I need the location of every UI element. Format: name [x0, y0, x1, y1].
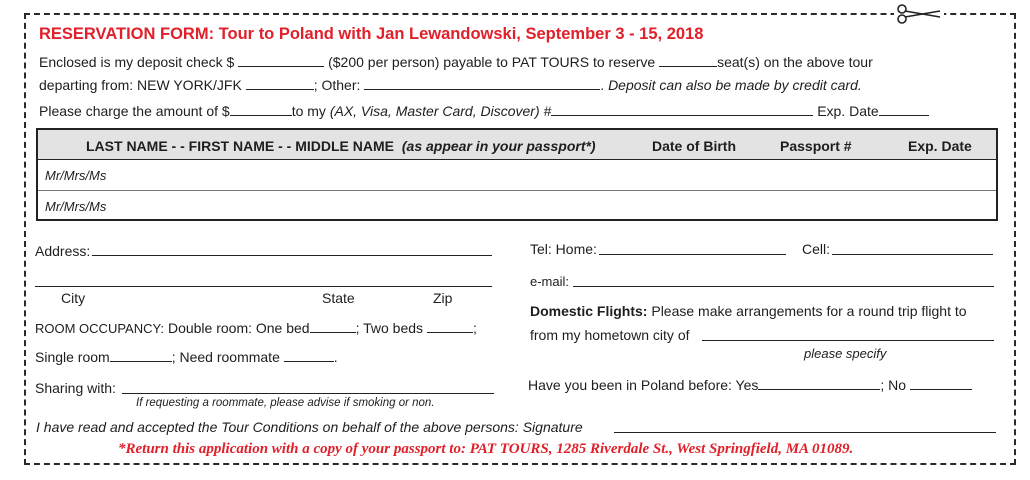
single-room-field[interactable] [110, 350, 172, 362]
table-row[interactable] [38, 160, 996, 191]
card-types: (AX, Visa, Master Card, Discover) # [329, 103, 552, 119]
roommate-note: If requesting a roommate, please advise if smoking or non. [136, 397, 435, 409]
two-beds-field[interactable] [427, 321, 473, 333]
departing-field[interactable] [246, 78, 314, 90]
state-label: State [322, 290, 355, 306]
domestic-flights-label: Domestic Flights: [530, 303, 648, 319]
two-beds-semicolon: ; [472, 320, 477, 336]
header-passport: Passport # [780, 138, 852, 154]
double-one-bed-label: Double room: One bed [167, 320, 310, 336]
credit-card-note: Deposit can also be made by credit card. [608, 77, 862, 93]
per-person-text: ($200 per person) payable to PAT TOURS to reserve [328, 54, 656, 70]
charge-line [39, 103, 929, 119]
tel-home-label: Tel: Home: [530, 241, 597, 257]
need-roommate-field[interactable] [284, 350, 334, 362]
room-occupancy-line [35, 320, 477, 336]
hometown-field[interactable] [702, 340, 994, 341]
need-roommate-period: . [333, 349, 338, 365]
address-field[interactable] [92, 255, 492, 256]
email-field[interactable] [573, 286, 994, 287]
need-roommate-label: ; Need roommate [171, 349, 280, 365]
sharing-with-field[interactable] [122, 393, 494, 394]
charge-label: Please charge the amount of $ [39, 103, 230, 119]
poland-yes-field[interactable] [758, 378, 880, 390]
exp-date-label: Exp. Date [817, 103, 879, 119]
deposit-amount-field[interactable] [238, 55, 324, 67]
please-specify-note: please specify [804, 346, 887, 361]
deposit-label: Enclosed is my deposit check $ [39, 54, 235, 70]
sharing-with-label: Sharing with: [35, 380, 116, 396]
zip-label: Zip [433, 290, 453, 306]
departing-label: departing from: NEW YORK/JFK [39, 77, 242, 93]
row-title-label: Mr/Mrs/Ms [45, 168, 107, 183]
departing-line: departing from: NEW YORK/JFK ; Other: . Deposit can also be made by credit card. [39, 77, 862, 93]
signature-field[interactable] [614, 432, 996, 433]
table-row[interactable] [38, 191, 996, 222]
tel-home-field[interactable] [599, 254, 786, 255]
single-room-line [35, 349, 338, 365]
header-name [86, 138, 596, 154]
signature-statement: I have read and accepted the Tour Conditions on behalf of the above persons: Signature [36, 419, 583, 435]
room-occupancy-label: ROOM OCCUPANCY: [35, 321, 165, 336]
two-beds-label: ; Two beds [355, 320, 424, 336]
table-header [38, 130, 996, 160]
scissors-icon [894, 2, 944, 26]
poland-question-label: Have you been in Poland before: Yes [528, 377, 759, 393]
header-dob: Date of Birth [652, 138, 736, 154]
passenger-table [36, 128, 998, 221]
other-label: ; Other: [313, 77, 361, 93]
header-name-note: (as appear in your passport*) [401, 138, 596, 154]
single-room-label: Single room [35, 349, 110, 365]
address-label: Address: [35, 243, 91, 259]
seats-field[interactable] [659, 55, 717, 67]
domestic-flights-text: Please make arrangements for a round trip flight to [651, 303, 967, 319]
return-instructions: *Return this application with a copy of your passport to: PAT TOURS, 1285 Riverdale St., West Springfield, MA 01089. [118, 441, 854, 457]
address-line-2-field[interactable] [35, 286, 492, 287]
poland-question-line [528, 377, 972, 393]
seats-text: seat(s) on the above tour [717, 54, 873, 70]
one-bed-field[interactable] [310, 321, 356, 333]
card-exp-field[interactable] [879, 104, 929, 116]
poland-no-label: ; No [880, 377, 907, 393]
cell-label: Cell: [802, 241, 831, 257]
deposit-line [39, 54, 873, 70]
poland-no-field[interactable] [910, 378, 972, 390]
hometown-label: from my hometown city of [530, 327, 690, 343]
form-title: RESERVATION FORM: Tour to Poland with Jan Lewandowski, September 3 - 15, 2018 [39, 25, 704, 43]
city-label: City [61, 290, 86, 306]
other-field[interactable] [364, 78, 600, 90]
charge-amount-field[interactable] [230, 104, 292, 116]
header-name-label: LAST NAME - - FIRST NAME - - MIDDLE NAME [86, 138, 394, 154]
email-label: e-mail: [530, 274, 570, 289]
to-my-label: to my [291, 103, 326, 119]
cell-field[interactable] [832, 254, 993, 255]
card-number-field[interactable] [551, 104, 813, 116]
row-title-label: Mr/Mrs/Ms [45, 199, 107, 214]
domestic-flights-line [530, 303, 967, 319]
header-exp-date: Exp. Date [908, 138, 972, 154]
